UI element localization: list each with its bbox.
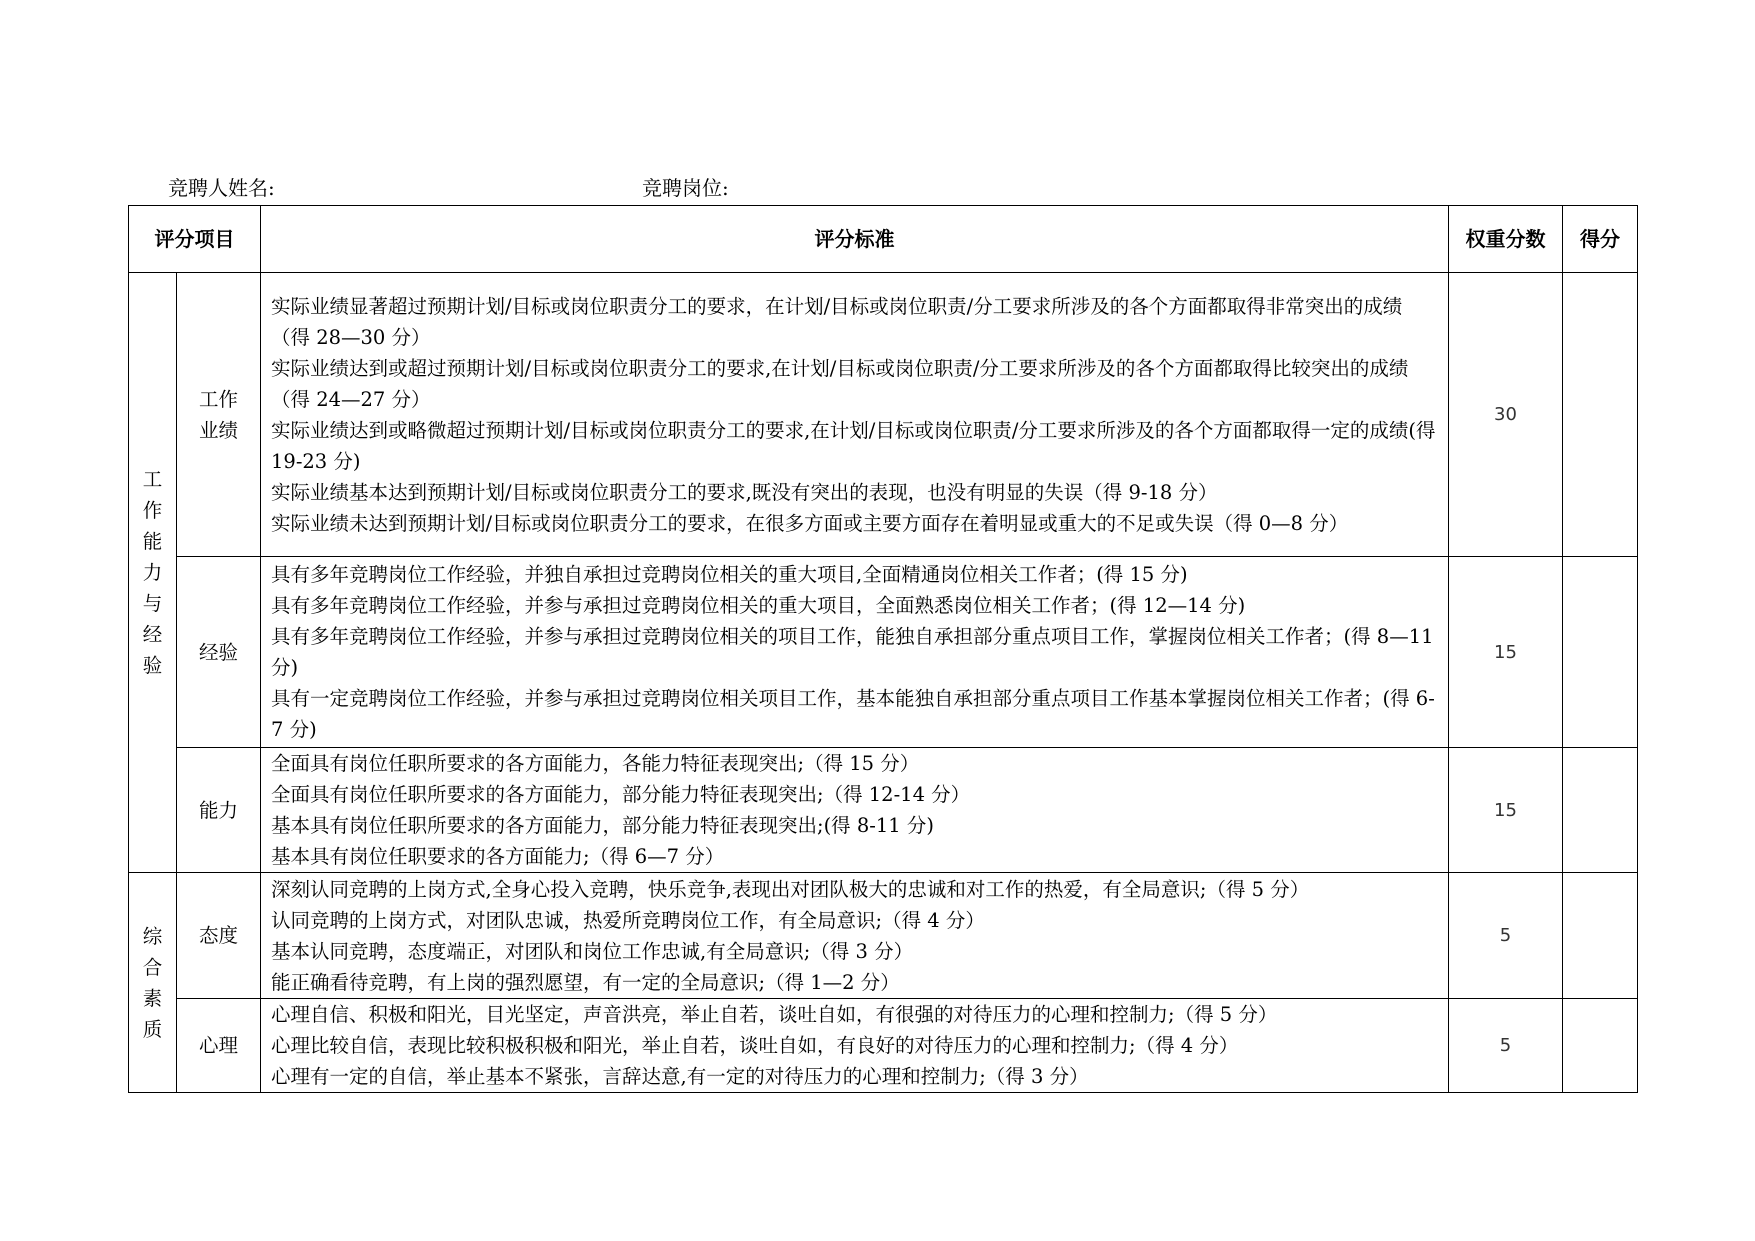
score-input-cell[interactable] — [1563, 999, 1638, 1093]
category-overall-quality — [129, 873, 177, 1093]
criteria-line: 深刻认同竞聘的上岗方式,全身心投入竞聘，快乐竞争,表现出对团队极大的忠诚和对工作的热爱，有全局意识;（得 5 分） — [271, 877, 1310, 901]
table-row — [129, 748, 1638, 873]
weight-value: 15 — [1449, 748, 1563, 873]
sub-item-cell — [177, 557, 261, 748]
criteria-cell — [261, 999, 1449, 1093]
table-row — [129, 557, 1638, 748]
criteria-line: 基本具有岗位任职所要求的各方面能力，部分能力特征表现突出;(得 8-11 分) — [271, 814, 934, 837]
sub-item-label: 心理 — [198, 1034, 238, 1057]
criteria-cell — [261, 873, 1449, 999]
sub-item-label: 工作业绩 — [198, 387, 238, 442]
criteria-cell — [261, 748, 1449, 873]
candidate-post-label: 竞聘岗位: — [642, 176, 729, 200]
table-header-row — [129, 206, 1638, 273]
sub-item-cell — [177, 999, 261, 1093]
score-input-cell[interactable] — [1563, 273, 1638, 557]
criteria-line: 实际业绩显著超过预期计划/目标或岗位职责分工的要求，在计划/目标或岗位职责/分工要求所涉及的各个方面都取得非常突出的成绩（得 28—30 分） — [271, 294, 1403, 349]
criteria-line: 基本具有岗位任职要求的各方面能力;（得 6—7 分） — [271, 845, 725, 868]
criteria-line: 实际业绩达到或超过预期计划/目标或岗位职责分工的要求,在计划/目标或岗位职责/分工要求所涉及的各个方面都取得比较突出的成绩（得 24—27 分） — [271, 356, 1409, 411]
criteria-line: 具有多年竞聘岗位工作经验，并参与承担过竞聘岗位相关的项目工作，能独自承担部分重点项目工作，掌握岗位相关工作者；(得 8—11 分) — [271, 625, 1434, 679]
weight-value: 5 — [1449, 999, 1563, 1093]
weight-value: 30 — [1449, 273, 1563, 557]
sub-item-label: 能力 — [198, 798, 238, 822]
criteria-cell — [261, 557, 1449, 748]
category-label: 工作能力与经验 — [142, 468, 163, 677]
sub-item-cell — [177, 873, 261, 999]
criteria-line: 实际业绩未达到预期计划/目标或岗位职责分工的要求，在很多方面或主要方面存在着明显或重大的不足或失误（得 0—8 分） — [271, 511, 1349, 535]
category-work-ability — [129, 273, 177, 873]
criteria-line: 认同竞聘的上岗方式，对团队忠诚，热爱所竞聘岗位工作，有全局意识;（得 4 分） — [271, 908, 985, 932]
criteria-line: 能正确看待竞聘，有上岗的强烈愿望，有一定的全局意识;（得 1—2 分） — [271, 970, 900, 994]
col-header-score: 得分 — [1563, 206, 1638, 273]
table-row — [129, 999, 1638, 1093]
criteria-line: 全面具有岗位任职所要求的各方面能力，各能力特征表现突出;（得 15 分） — [271, 752, 920, 775]
criteria-line: 具有多年竞聘岗位工作经验，并独自承担过竞聘岗位相关的重大项目,全面精通岗位相关工作者；(得 15 分) — [271, 563, 1188, 586]
table-row — [129, 273, 1638, 557]
criteria-line: 心理自信、积极和阳光，目光坚定，声音洪亮，举止自若，谈吐自如，有很强的对待压力的心理和控制力;（得 5 分） — [271, 1003, 1278, 1026]
criteria-line: 具有一定竞聘岗位工作经验，并参与承担过竞聘岗位相关项目工作，基本能独自承担部分重点项目工作基本掌握岗位相关工作者；(得 6-7 分) — [271, 687, 1435, 741]
score-input-cell[interactable] — [1563, 873, 1638, 999]
col-header-weight: 权重分数 — [1449, 206, 1563, 273]
criteria-line: 心理比较自信，表现比较积极积极和阳光，举止自若，谈吐自如，有良好的对待压力的心理和控制力;（得 4 分） — [271, 1034, 1239, 1057]
table-row — [129, 873, 1638, 999]
criteria-line: 实际业绩基本达到预期计划/目标或岗位职责分工的要求,既没有突出的表现，也没有明显的失误（得 9-18 分） — [271, 480, 1218, 504]
sub-item-cell — [177, 748, 261, 873]
criteria-line: 心理有一定的自信，举止基本不紧张，言辞达意,有一定的对待压力的心理和控制力;（得 3 分） — [271, 1065, 1089, 1088]
criteria-line: 全面具有岗位任职所要求的各方面能力，部分能力特征表现突出;（得 12-14 分） — [271, 783, 971, 806]
criteria-line: 实际业绩达到或略微超过预期计划/目标或岗位职责分工的要求,在计划/目标或岗位职责/分工要求所涉及的各个方面都取得一定的成绩(得 19-23 分) — [271, 418, 1436, 473]
criteria-line: 基本认同竞聘，态度端正，对团队和岗位工作忠诚,有全局意识;（得 3 分） — [271, 939, 914, 963]
score-input-cell[interactable] — [1563, 748, 1638, 873]
candidate-name-label: 竞聘人姓名: — [168, 176, 275, 200]
form-header — [0, 172, 1755, 202]
sub-item-cell — [177, 273, 261, 557]
criteria-line: 具有多年竞聘岗位工作经验，并参与承担过竞聘岗位相关的重大项目，全面熟悉岗位相关工作者；(得 12—14 分) — [271, 594, 1246, 617]
sub-item-label: 经验 — [198, 640, 238, 664]
weight-value: 15 — [1449, 557, 1563, 748]
weight-value: 5 — [1449, 873, 1563, 999]
score-input-cell[interactable] — [1563, 557, 1638, 748]
category-label: 综合素质 — [142, 924, 163, 1041]
col-header-criteria: 评分标准 — [261, 206, 1449, 273]
col-header-item: 评分项目 — [129, 206, 261, 273]
criteria-cell — [261, 273, 1449, 557]
scoring-table — [128, 205, 1638, 1093]
sub-item-label: 态度 — [198, 924, 238, 947]
